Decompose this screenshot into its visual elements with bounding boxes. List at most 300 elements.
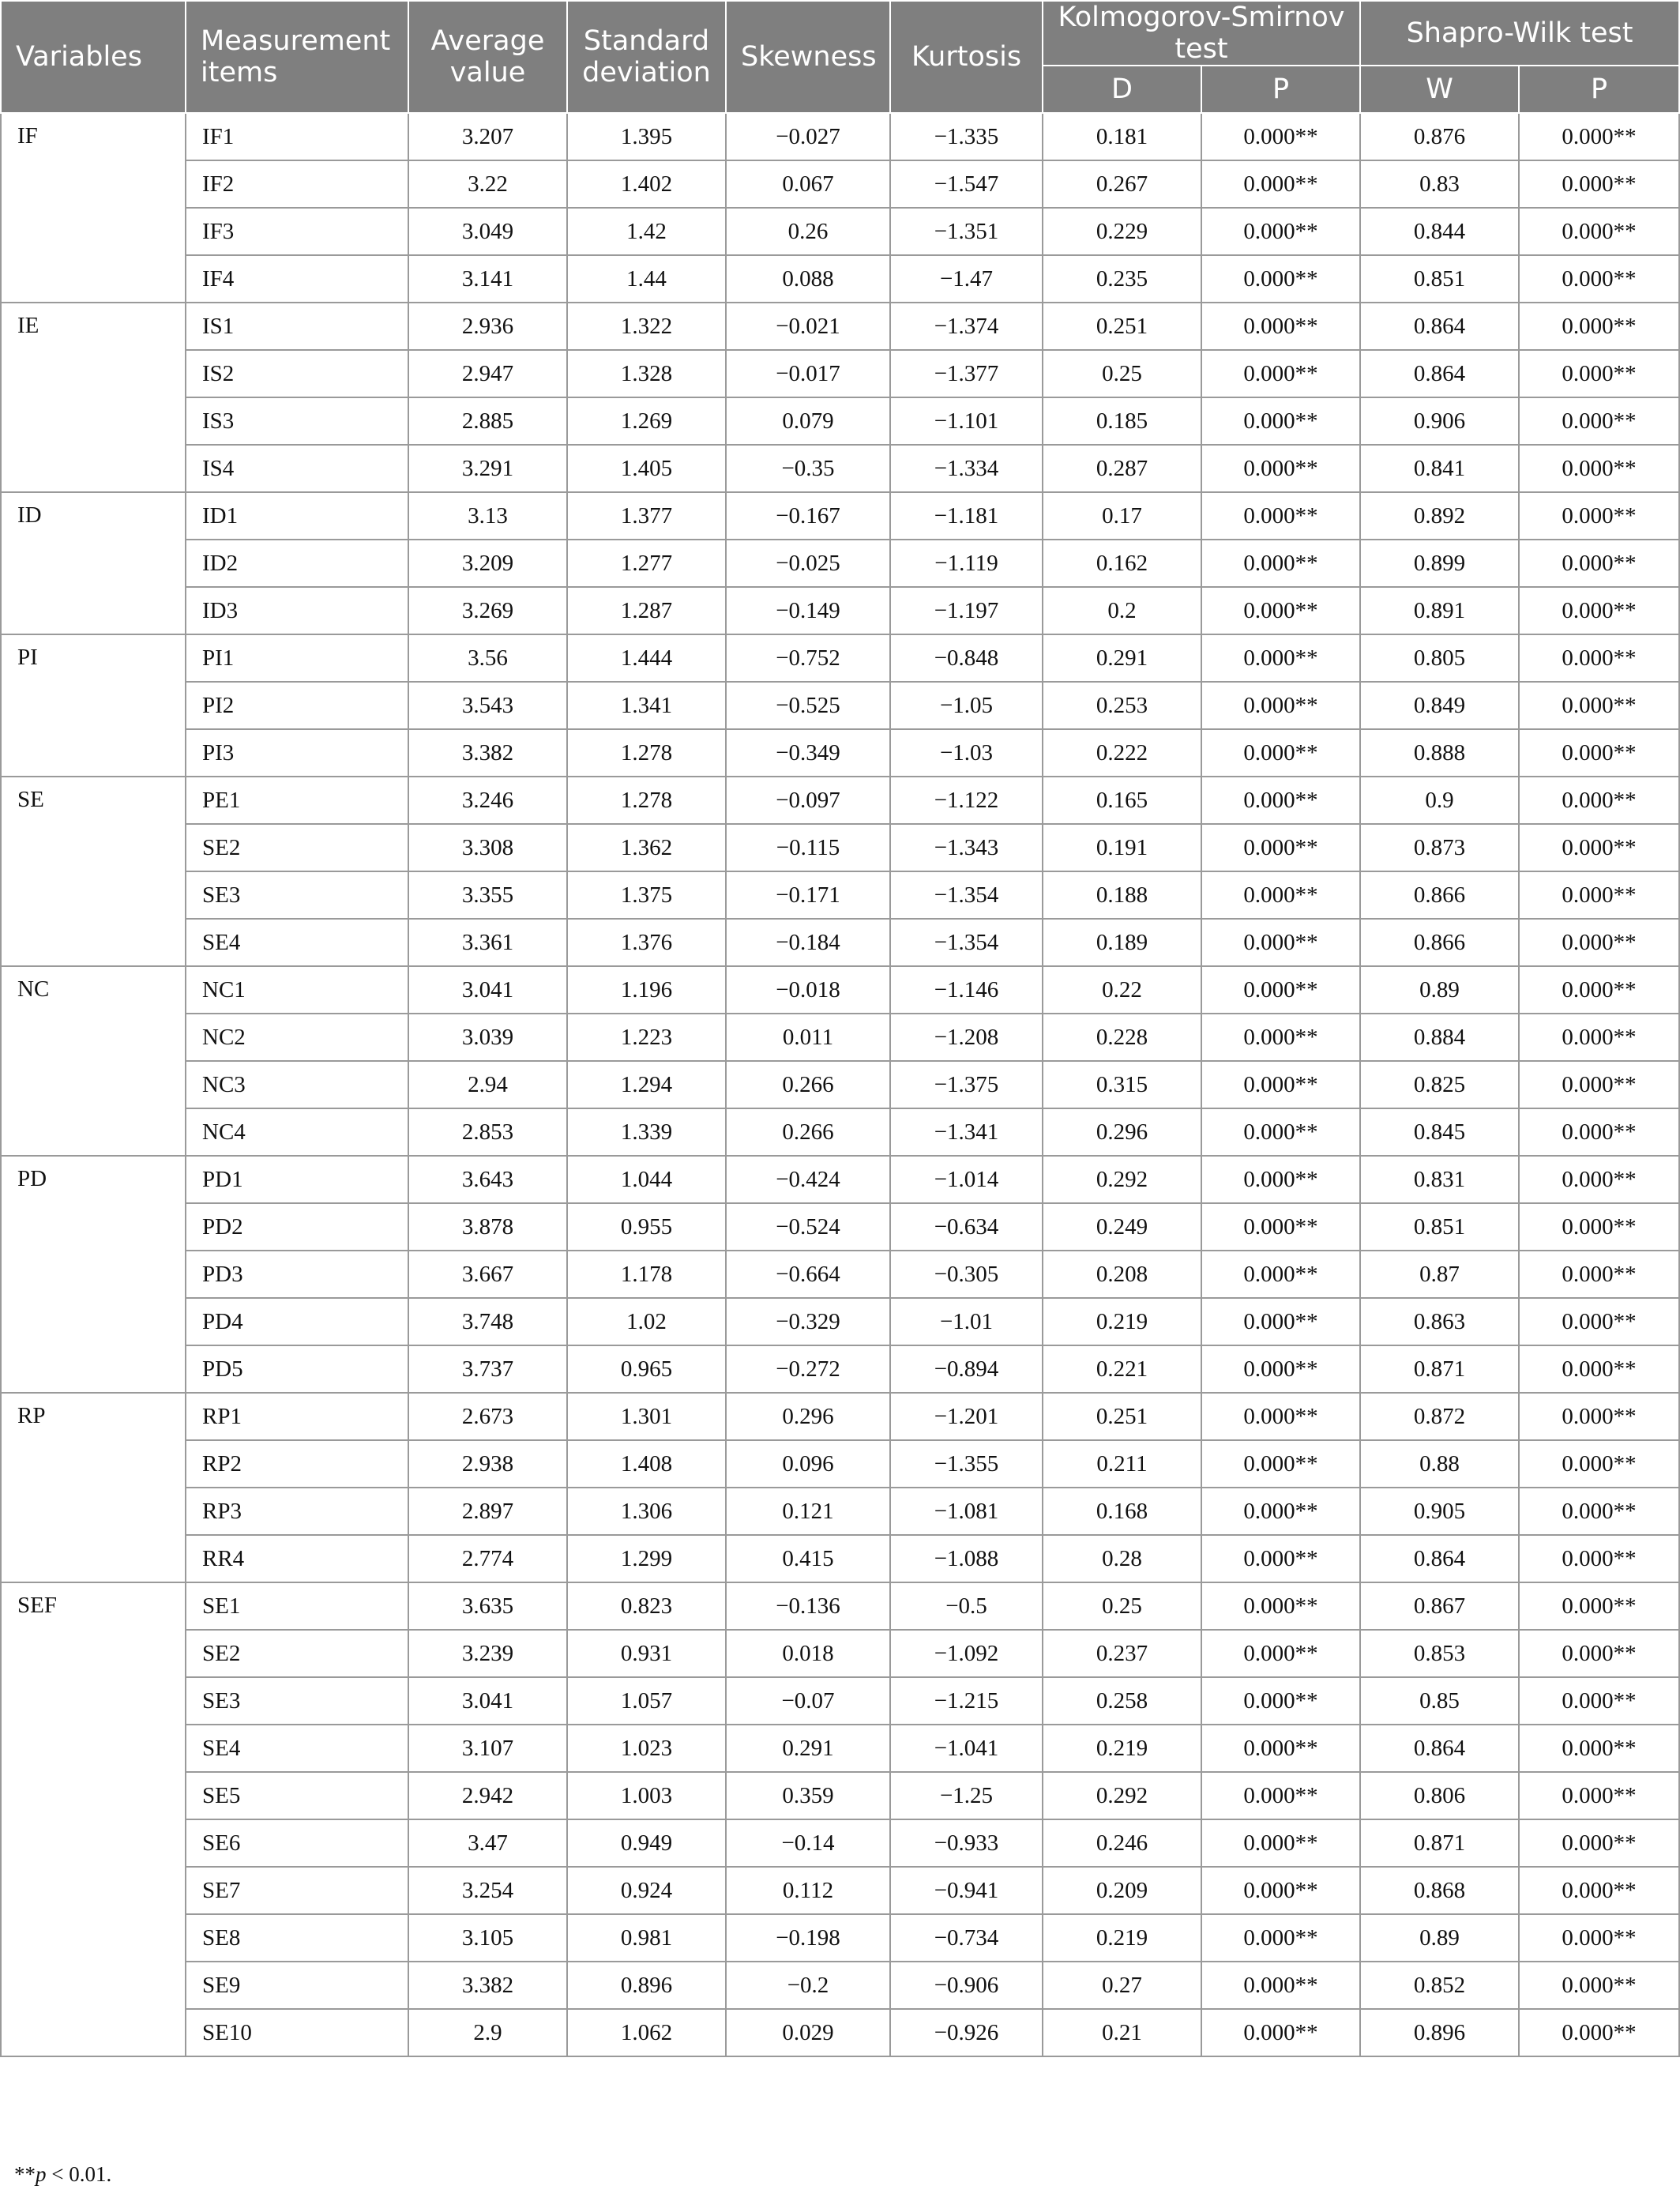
std-cell: 1.339 — [567, 1108, 726, 1156]
sw-w-cell: 0.841 — [1360, 445, 1519, 492]
kurtosis-cell: −1.119 — [890, 540, 1043, 587]
skewness-cell: −0.167 — [726, 492, 890, 540]
kurtosis-cell: −1.354 — [890, 919, 1043, 966]
table-row — [1, 1630, 1679, 1677]
skewness-cell: 0.079 — [726, 397, 890, 445]
sw-p-cell: 0.000** — [1519, 966, 1679, 1014]
sw-p-cell: 0.000** — [1519, 1962, 1679, 2009]
sw-p-cell: 0.000** — [1519, 160, 1679, 208]
ks-p-cell: 0.000** — [1201, 1962, 1360, 2009]
kurtosis-cell: −0.906 — [890, 1962, 1043, 2009]
sw-w-cell: 0.851 — [1360, 255, 1519, 303]
item-cell: SE1 — [186, 1582, 408, 1630]
sw-p-cell: 0.000** — [1519, 1630, 1679, 1677]
skewness-cell: 0.26 — [726, 208, 890, 255]
table-row — [1, 1014, 1679, 1061]
item-cell: RP1 — [186, 1393, 408, 1440]
table-row — [1, 634, 1679, 682]
item-cell: SE9 — [186, 1962, 408, 2009]
average-cell: 2.9 — [408, 2009, 567, 2056]
kurtosis-cell: −1.041 — [890, 1725, 1043, 1772]
std-cell: 1.178 — [567, 1251, 726, 1298]
kurtosis-cell: −1.146 — [890, 966, 1043, 1014]
ks-p-cell: 0.000** — [1201, 1014, 1360, 1061]
header-sw-p: P — [1519, 66, 1679, 113]
item-cell: NC3 — [186, 1061, 408, 1108]
sw-w-cell: 0.899 — [1360, 540, 1519, 587]
average-cell: 3.47 — [408, 1819, 567, 1867]
std-cell: 1.405 — [567, 445, 726, 492]
kurtosis-cell: −1.335 — [890, 113, 1043, 160]
ks-p-cell: 0.000** — [1201, 777, 1360, 824]
ks-d-cell: 0.219 — [1043, 1725, 1201, 1772]
item-cell: IS1 — [186, 303, 408, 350]
item-cell: ID1 — [186, 492, 408, 540]
ks-d-cell: 0.222 — [1043, 729, 1201, 777]
table-row — [1, 1677, 1679, 1725]
std-cell: 1.023 — [567, 1725, 726, 1772]
footnote-stars: ** — [14, 2162, 36, 2186]
table-header — [1, 1, 1679, 113]
average-cell: 3.105 — [408, 1914, 567, 1962]
average-cell: 3.543 — [408, 682, 567, 729]
ks-d-cell: 0.237 — [1043, 1630, 1201, 1677]
average-cell: 2.94 — [408, 1061, 567, 1108]
sw-p-cell: 0.000** — [1519, 1393, 1679, 1440]
std-cell: 0.981 — [567, 1914, 726, 1962]
header-ks-p: P — [1201, 66, 1360, 113]
average-cell: 3.748 — [408, 1298, 567, 1345]
skewness-cell: 0.266 — [726, 1061, 890, 1108]
kurtosis-cell: −1.47 — [890, 255, 1043, 303]
sw-p-cell: 0.000** — [1519, 1061, 1679, 1108]
sw-w-cell: 0.864 — [1360, 350, 1519, 397]
sw-p-cell: 0.000** — [1519, 587, 1679, 634]
skewness-cell: −0.525 — [726, 682, 890, 729]
sw-p-cell: 0.000** — [1519, 634, 1679, 682]
skewness-cell: 0.067 — [726, 160, 890, 208]
table-row — [1, 729, 1679, 777]
std-cell: 1.278 — [567, 729, 726, 777]
std-cell: 1.301 — [567, 1393, 726, 1440]
sw-w-cell: 0.876 — [1360, 113, 1519, 160]
sw-w-cell: 0.872 — [1360, 1393, 1519, 1440]
ks-p-cell: 0.000** — [1201, 492, 1360, 540]
header-standard-deviation: Standard deviation — [567, 1, 726, 113]
ks-d-cell: 0.221 — [1043, 1345, 1201, 1393]
skewness-cell: −0.35 — [726, 445, 890, 492]
kurtosis-cell: −1.201 — [890, 1393, 1043, 1440]
table-row — [1, 1582, 1679, 1630]
skewness-cell: −0.752 — [726, 634, 890, 682]
ks-p-cell: 0.000** — [1201, 1156, 1360, 1203]
average-cell: 3.269 — [408, 587, 567, 634]
kurtosis-cell: −1.101 — [890, 397, 1043, 445]
average-cell: 2.774 — [408, 1535, 567, 1582]
ks-d-cell: 0.22 — [1043, 966, 1201, 1014]
sw-p-cell: 0.000** — [1519, 1298, 1679, 1345]
table-row — [1, 113, 1679, 160]
average-cell: 3.878 — [408, 1203, 567, 1251]
sw-w-cell: 0.85 — [1360, 1677, 1519, 1725]
header-skewness: Skewness — [726, 1, 890, 113]
ks-d-cell: 0.292 — [1043, 1772, 1201, 1819]
sw-w-cell: 0.852 — [1360, 1962, 1519, 2009]
ks-p-cell: 0.000** — [1201, 1488, 1360, 1535]
item-cell: RP3 — [186, 1488, 408, 1535]
kurtosis-cell: −0.734 — [890, 1914, 1043, 1962]
ks-d-cell: 0.287 — [1043, 445, 1201, 492]
skewness-cell: −0.025 — [726, 540, 890, 587]
sw-w-cell: 0.88 — [1360, 1440, 1519, 1488]
item-cell: SE3 — [186, 1677, 408, 1725]
skewness-cell: −0.524 — [726, 1203, 890, 1251]
average-cell: 3.382 — [408, 1962, 567, 2009]
ks-p-cell: 0.000** — [1201, 255, 1360, 303]
std-cell: 1.375 — [567, 871, 726, 919]
std-cell: 0.924 — [567, 1867, 726, 1914]
table-row — [1, 1251, 1679, 1298]
kurtosis-cell: −0.933 — [890, 1819, 1043, 1867]
ks-d-cell: 0.28 — [1043, 1535, 1201, 1582]
skewness-cell: 0.291 — [726, 1725, 890, 1772]
ks-d-cell: 0.267 — [1043, 160, 1201, 208]
footnote-text: < 0.01. — [46, 2162, 112, 2186]
kurtosis-cell: −1.354 — [890, 871, 1043, 919]
skewness-cell: −0.2 — [726, 1962, 890, 2009]
sw-w-cell: 0.864 — [1360, 1535, 1519, 1582]
table-row — [1, 824, 1679, 871]
sw-w-cell: 0.825 — [1360, 1061, 1519, 1108]
ks-d-cell: 0.251 — [1043, 1393, 1201, 1440]
ks-d-cell: 0.291 — [1043, 634, 1201, 682]
sw-p-cell: 0.000** — [1519, 1819, 1679, 1867]
table-row — [1, 1393, 1679, 1440]
skewness-cell: −0.171 — [726, 871, 890, 919]
std-cell: 1.306 — [567, 1488, 726, 1535]
table-row — [1, 445, 1679, 492]
table-row — [1, 1298, 1679, 1345]
std-cell: 0.949 — [567, 1819, 726, 1867]
sw-w-cell: 0.906 — [1360, 397, 1519, 445]
std-cell: 1.003 — [567, 1772, 726, 1819]
ks-p-cell: 0.000** — [1201, 1582, 1360, 1630]
average-cell: 3.13 — [408, 492, 567, 540]
std-cell: 1.299 — [567, 1535, 726, 1582]
kurtosis-cell: −1.343 — [890, 824, 1043, 871]
ks-d-cell: 0.25 — [1043, 1582, 1201, 1630]
footnote-p: p — [36, 2162, 47, 2186]
average-cell: 3.355 — [408, 871, 567, 919]
std-cell: 0.931 — [567, 1630, 726, 1677]
item-cell: SE10 — [186, 2009, 408, 2056]
ks-p-cell: 0.000** — [1201, 350, 1360, 397]
sw-w-cell: 0.831 — [1360, 1156, 1519, 1203]
sw-p-cell: 0.000** — [1519, 919, 1679, 966]
item-cell: SE8 — [186, 1914, 408, 1962]
table-row — [1, 208, 1679, 255]
kurtosis-cell: −1.377 — [890, 350, 1043, 397]
table-body — [1, 113, 1679, 2056]
std-cell: 1.377 — [567, 492, 726, 540]
kurtosis-cell: −1.25 — [890, 1772, 1043, 1819]
ks-p-cell: 0.000** — [1201, 587, 1360, 634]
ks-p-cell: 0.000** — [1201, 303, 1360, 350]
std-cell: 1.277 — [567, 540, 726, 587]
item-cell: ID2 — [186, 540, 408, 587]
average-cell: 3.107 — [408, 1725, 567, 1772]
table-row — [1, 1203, 1679, 1251]
kurtosis-cell: −0.634 — [890, 1203, 1043, 1251]
ks-p-cell: 0.000** — [1201, 1440, 1360, 1488]
std-cell: 1.42 — [567, 208, 726, 255]
sw-p-cell: 0.000** — [1519, 113, 1679, 160]
skewness-cell: 0.296 — [726, 1393, 890, 1440]
sw-w-cell: 0.89 — [1360, 1914, 1519, 1962]
sw-w-cell: 0.853 — [1360, 1630, 1519, 1677]
kurtosis-cell: −0.5 — [890, 1582, 1043, 1630]
average-cell: 3.254 — [408, 1867, 567, 1914]
skewness-cell: 0.112 — [726, 1867, 890, 1914]
table-row — [1, 1772, 1679, 1819]
table-row — [1, 682, 1679, 729]
average-cell: 2.936 — [408, 303, 567, 350]
sw-p-cell: 0.000** — [1519, 397, 1679, 445]
ks-p-cell: 0.000** — [1201, 540, 1360, 587]
sw-p-cell: 0.000** — [1519, 682, 1679, 729]
ks-d-cell: 0.235 — [1043, 255, 1201, 303]
sw-p-cell: 0.000** — [1519, 1440, 1679, 1488]
table-row — [1, 1535, 1679, 1582]
kurtosis-cell: −1.03 — [890, 729, 1043, 777]
table-row — [1, 1819, 1679, 1867]
ks-d-cell: 0.209 — [1043, 1867, 1201, 1914]
variable-cell: ID — [1, 492, 186, 634]
ks-d-cell: 0.253 — [1043, 682, 1201, 729]
skewness-cell: 0.011 — [726, 1014, 890, 1061]
item-cell: IF1 — [186, 113, 408, 160]
std-cell: 0.896 — [567, 1962, 726, 2009]
kurtosis-cell: −0.894 — [890, 1345, 1043, 1393]
sw-p-cell: 0.000** — [1519, 1867, 1679, 1914]
average-cell: 3.039 — [408, 1014, 567, 1061]
sw-w-cell: 0.9 — [1360, 777, 1519, 824]
average-cell: 3.635 — [408, 1582, 567, 1630]
ks-d-cell: 0.219 — [1043, 1914, 1201, 1962]
skewness-cell: −0.136 — [726, 1582, 890, 1630]
skewness-cell: 0.121 — [726, 1488, 890, 1535]
sw-p-cell: 0.000** — [1519, 1156, 1679, 1203]
average-cell: 3.207 — [408, 113, 567, 160]
std-cell: 1.362 — [567, 824, 726, 871]
skewness-cell: −0.021 — [726, 303, 890, 350]
header-ks-d: D — [1043, 66, 1201, 113]
item-cell: IS3 — [186, 397, 408, 445]
sw-w-cell: 0.866 — [1360, 919, 1519, 966]
ks-p-cell: 0.000** — [1201, 445, 1360, 492]
std-cell: 1.062 — [567, 2009, 726, 2056]
kurtosis-cell: −1.355 — [890, 1440, 1043, 1488]
skewness-cell: 0.266 — [726, 1108, 890, 1156]
average-cell: 3.361 — [408, 919, 567, 966]
table-row — [1, 2009, 1679, 2056]
ks-p-cell: 0.000** — [1201, 1914, 1360, 1962]
kurtosis-cell: −1.05 — [890, 682, 1043, 729]
table-row — [1, 397, 1679, 445]
item-cell: SE3 — [186, 871, 408, 919]
sw-p-cell: 0.000** — [1519, 1535, 1679, 1582]
header-kurtosis: Kurtosis — [890, 1, 1043, 113]
sw-p-cell: 0.000** — [1519, 1582, 1679, 1630]
table-row — [1, 777, 1679, 824]
kurtosis-cell: −1.014 — [890, 1156, 1043, 1203]
skewness-cell: −0.424 — [726, 1156, 890, 1203]
skewness-cell: −0.349 — [726, 729, 890, 777]
ks-d-cell: 0.228 — [1043, 1014, 1201, 1061]
ks-d-cell: 0.191 — [1043, 824, 1201, 871]
sw-w-cell: 0.844 — [1360, 208, 1519, 255]
kurtosis-cell: −1.088 — [890, 1535, 1043, 1582]
table-row — [1, 587, 1679, 634]
sw-w-cell: 0.87 — [1360, 1251, 1519, 1298]
average-cell: 3.209 — [408, 540, 567, 587]
ks-d-cell: 0.168 — [1043, 1488, 1201, 1535]
table-row — [1, 1914, 1679, 1962]
ks-p-cell: 0.000** — [1201, 1393, 1360, 1440]
sw-w-cell: 0.866 — [1360, 871, 1519, 919]
average-cell: 3.041 — [408, 966, 567, 1014]
item-cell: IS4 — [186, 445, 408, 492]
kurtosis-cell: −0.305 — [890, 1251, 1043, 1298]
ks-p-cell: 0.000** — [1201, 397, 1360, 445]
sw-p-cell: 0.000** — [1519, 824, 1679, 871]
ks-d-cell: 0.188 — [1043, 871, 1201, 919]
average-cell: 2.673 — [408, 1393, 567, 1440]
sw-p-cell: 0.000** — [1519, 255, 1679, 303]
item-cell: PD1 — [186, 1156, 408, 1203]
sw-p-cell: 0.000** — [1519, 1677, 1679, 1725]
item-cell: SE6 — [186, 1819, 408, 1867]
std-cell: 0.955 — [567, 1203, 726, 1251]
kurtosis-cell: −1.081 — [890, 1488, 1043, 1535]
sw-w-cell: 0.884 — [1360, 1014, 1519, 1061]
average-cell: 2.947 — [408, 350, 567, 397]
std-cell: 1.402 — [567, 160, 726, 208]
sw-p-cell: 0.000** — [1519, 445, 1679, 492]
skewness-cell: −0.149 — [726, 587, 890, 634]
item-cell: SE2 — [186, 1630, 408, 1677]
std-cell: 1.376 — [567, 919, 726, 966]
table-row — [1, 1345, 1679, 1393]
sw-w-cell: 0.806 — [1360, 1772, 1519, 1819]
ks-d-cell: 0.185 — [1043, 397, 1201, 445]
ks-d-cell: 0.292 — [1043, 1156, 1201, 1203]
average-cell: 3.22 — [408, 160, 567, 208]
skewness-cell: −0.198 — [726, 1914, 890, 1962]
table-row — [1, 160, 1679, 208]
average-cell: 2.853 — [408, 1108, 567, 1156]
variable-cell: IE — [1, 303, 186, 492]
sw-w-cell: 0.849 — [1360, 682, 1519, 729]
ks-p-cell: 0.000** — [1201, 634, 1360, 682]
kurtosis-cell: −0.941 — [890, 1867, 1043, 1914]
sw-w-cell: 0.871 — [1360, 1345, 1519, 1393]
item-cell: PI3 — [186, 729, 408, 777]
ks-p-cell: 0.000** — [1201, 1725, 1360, 1772]
item-cell: SE5 — [186, 1772, 408, 1819]
kurtosis-cell: −0.926 — [890, 2009, 1043, 2056]
average-cell: 3.667 — [408, 1251, 567, 1298]
header-ks-test: Kolmogorov-Smirnov test — [1043, 1, 1360, 66]
item-cell: SE4 — [186, 1725, 408, 1772]
item-cell: RR4 — [186, 1535, 408, 1582]
item-cell: NC1 — [186, 966, 408, 1014]
ks-p-cell: 0.000** — [1201, 1630, 1360, 1677]
kurtosis-cell: −1.341 — [890, 1108, 1043, 1156]
average-cell: 2.942 — [408, 1772, 567, 1819]
ks-p-cell: 0.000** — [1201, 919, 1360, 966]
skewness-cell: −0.184 — [726, 919, 890, 966]
average-cell: 2.938 — [408, 1440, 567, 1488]
ks-p-cell: 0.000** — [1201, 2009, 1360, 2056]
ks-p-cell: 0.000** — [1201, 1251, 1360, 1298]
item-cell: PI2 — [186, 682, 408, 729]
ks-p-cell: 0.000** — [1201, 1772, 1360, 1819]
ks-p-cell: 0.000** — [1201, 682, 1360, 729]
table-row — [1, 303, 1679, 350]
std-cell: 1.02 — [567, 1298, 726, 1345]
table-row — [1, 1962, 1679, 2009]
sw-p-cell: 0.000** — [1519, 777, 1679, 824]
header-sw-test: Shapro-Wilk test — [1360, 1, 1679, 66]
sw-p-cell: 0.000** — [1519, 1772, 1679, 1819]
sw-p-cell: 0.000** — [1519, 303, 1679, 350]
sw-p-cell: 0.000** — [1519, 540, 1679, 587]
ks-p-cell: 0.000** — [1201, 729, 1360, 777]
sw-w-cell: 0.83 — [1360, 160, 1519, 208]
kurtosis-cell: −1.215 — [890, 1677, 1043, 1725]
header-average-value: Average value — [408, 1, 567, 113]
table-row — [1, 1440, 1679, 1488]
average-cell: 3.239 — [408, 1630, 567, 1677]
average-cell: 3.643 — [408, 1156, 567, 1203]
sw-p-cell: 0.000** — [1519, 729, 1679, 777]
ks-p-cell: 0.000** — [1201, 1108, 1360, 1156]
variable-cell: PD — [1, 1156, 186, 1393]
ks-d-cell: 0.2 — [1043, 587, 1201, 634]
skewness-cell: −0.115 — [726, 824, 890, 871]
header-measurement-items: Measurement items — [186, 1, 408, 113]
variable-cell: SEF — [1, 1582, 186, 2056]
skewness-cell: 0.415 — [726, 1535, 890, 1582]
ks-d-cell: 0.162 — [1043, 540, 1201, 587]
ks-p-cell: 0.000** — [1201, 1298, 1360, 1345]
ks-d-cell: 0.21 — [1043, 2009, 1201, 2056]
sw-p-cell: 0.000** — [1519, 1725, 1679, 1772]
item-cell: SE4 — [186, 919, 408, 966]
std-cell: 0.823 — [567, 1582, 726, 1630]
skewness-cell: −0.664 — [726, 1251, 890, 1298]
kurtosis-cell: −1.334 — [890, 445, 1043, 492]
item-cell: PD3 — [186, 1251, 408, 1298]
kurtosis-cell: −1.351 — [890, 208, 1043, 255]
ks-p-cell: 0.000** — [1201, 1061, 1360, 1108]
table-row — [1, 919, 1679, 966]
ks-p-cell: 0.000** — [1201, 871, 1360, 919]
sw-w-cell: 0.892 — [1360, 492, 1519, 540]
item-cell: IF4 — [186, 255, 408, 303]
ks-d-cell: 0.251 — [1043, 303, 1201, 350]
